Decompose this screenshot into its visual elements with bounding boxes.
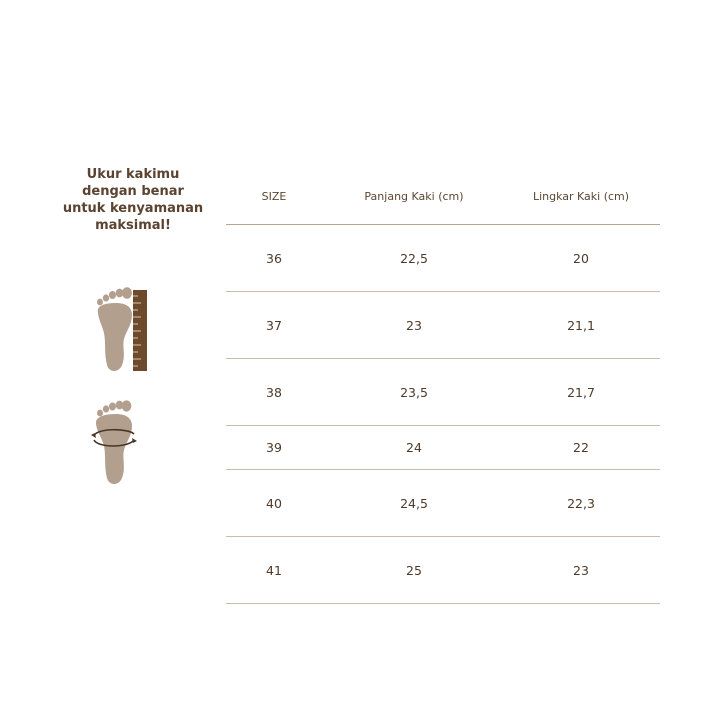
headline-line-3: untuk kenyamanan xyxy=(62,201,204,216)
size-chart-table xyxy=(226,168,660,604)
headline-line-2: dengan benar xyxy=(82,184,184,199)
cell-foot-length: 23 xyxy=(406,317,422,333)
headline-line-1: Ukur kakimu xyxy=(86,167,180,182)
cell-foot-circumference: 23 xyxy=(573,562,589,578)
cell-size: 41 xyxy=(266,562,282,578)
cell-foot-length: 24 xyxy=(406,440,422,455)
table-header xyxy=(226,168,660,225)
table-row xyxy=(226,225,660,292)
cell-foot-circumference: 20 xyxy=(573,250,589,266)
cell-foot-length: 22,5 xyxy=(400,250,428,266)
table-row xyxy=(226,426,660,470)
cell-foot-circumference: 22,3 xyxy=(567,495,595,511)
table-row xyxy=(226,470,660,537)
cell-foot-circumference: 22 xyxy=(573,440,589,455)
cell-foot-length: 25 xyxy=(406,562,422,578)
cell-foot-circumference: 21,7 xyxy=(567,384,595,400)
cell-foot-circumference: 21,1 xyxy=(567,317,595,333)
header-foot-length: Panjang Kaki (cm) xyxy=(364,189,464,203)
headline-line-4: maksimal! xyxy=(95,218,171,233)
cell-size: 37 xyxy=(266,317,282,333)
header-size: SIZE xyxy=(261,189,287,203)
table-row xyxy=(226,359,660,426)
cell-size: 38 xyxy=(266,384,282,400)
cell-foot-length: 24,5 xyxy=(400,495,428,511)
cell-foot-length: 23,5 xyxy=(400,384,428,400)
cell-size: 40 xyxy=(266,495,282,511)
table-row xyxy=(226,292,660,359)
table-row xyxy=(226,537,660,604)
cell-size: 36 xyxy=(266,250,282,266)
cell-size: 39 xyxy=(266,440,282,455)
foot-circumference-icon xyxy=(84,398,144,490)
header-foot-circumference: Lingkar Kaki (cm) xyxy=(532,189,630,203)
foot-ruler-icon xyxy=(92,283,154,375)
size-guide-headline xyxy=(58,166,208,234)
